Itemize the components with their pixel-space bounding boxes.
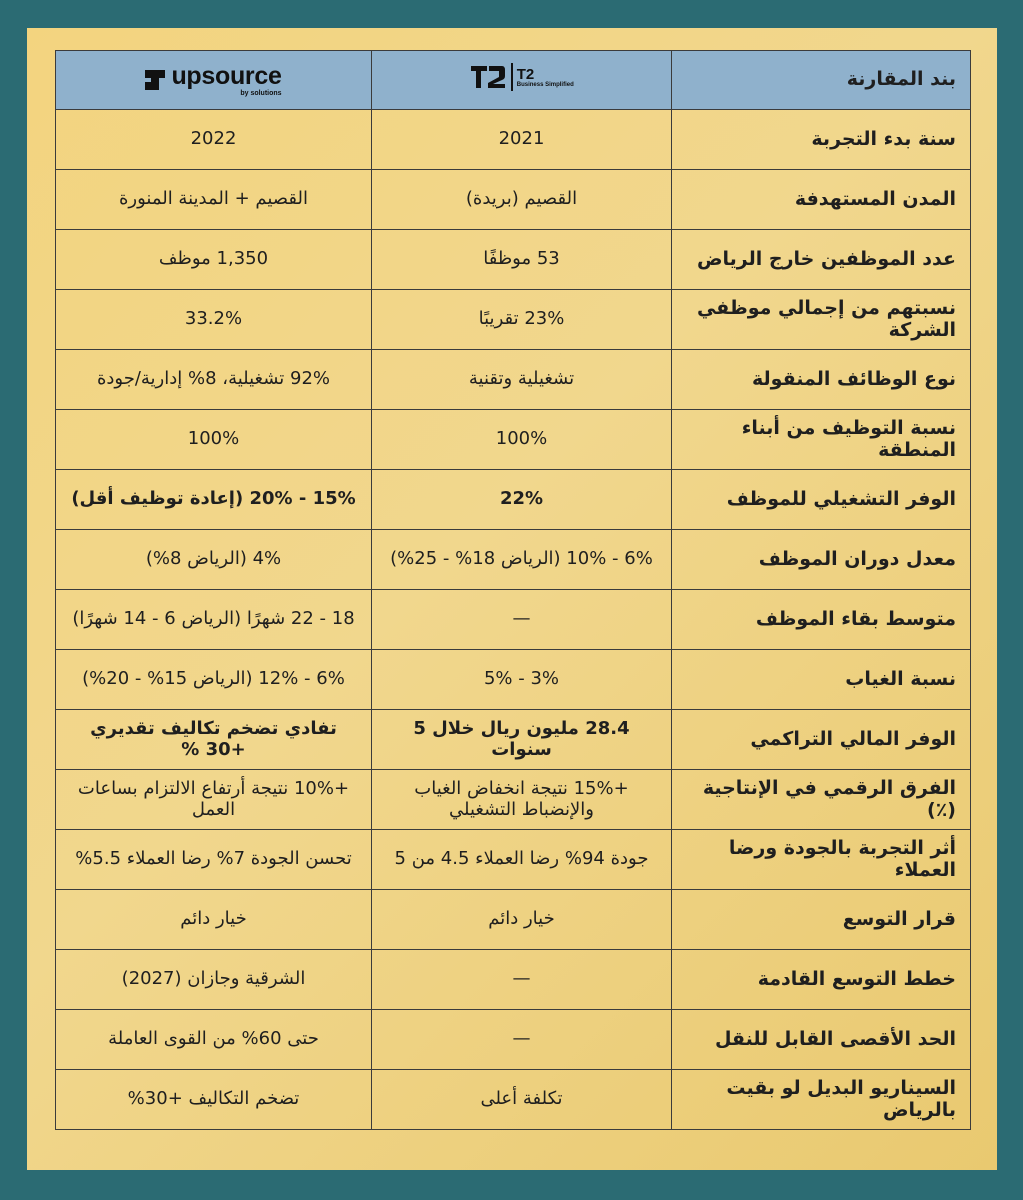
upsource-value: الشرقية وجازان (2027) [56,950,372,1010]
row-label: نسبة الغياب [672,650,971,710]
upsource-value: القصيم + المدينة المنورة [56,170,372,230]
upsource-value: 15% - 20% (إعادة توظيف أقل) [56,470,372,530]
t2-value: تكلفة أعلى [372,1070,672,1130]
t2-value: +15% نتيجة انخفاض الغياب والإنضباط التشغيلي [372,770,672,830]
t2-value: 23% تقريبًا [372,290,672,350]
header-label-cell: بند المقارنة [672,51,971,110]
upsource-logo [145,61,282,97]
row-label: خطط التوسع القادمة [672,950,971,1010]
row-label: معدل دوران الموظف [672,530,971,590]
table-header-row [56,51,971,110]
upsource-value: خيار دائم [56,890,372,950]
upsource-value: تحسن الجودة 7% رضا العملاء 5.5% [56,830,372,890]
upsource-value: 4% (الرياض 8%) [56,530,372,590]
upsource-value: +10% نتيجة أرتفاع الالتزام بساعات العمل [56,770,372,830]
upsource-value: 33.2% [56,290,372,350]
table-row [56,830,971,890]
t2-value: 28.4 مليون ريال خلال 5 سنوات [372,710,672,770]
row-label: الوفر التشغيلي للموظف [672,470,971,530]
row-label: الوفر المالي التراكمي [672,710,971,770]
row-label: متوسط بقاء الموظف [672,590,971,650]
t2-logo-text: T2 [516,65,535,83]
upsource-value: 92% تشغيلية، 8% إدارية/جودة [56,350,372,410]
t2-value: 22% [372,470,672,530]
upsource-logo-text: upsource [171,61,282,90]
table-row [56,470,971,530]
upsource-value: 2022 [56,110,372,170]
row-label: نوع الوظائف المنقولة [672,350,971,410]
upsource-value: تفادي تضخم تكاليف تقديري +30 % [56,710,372,770]
t2-logo-divider [511,63,513,91]
table-row [56,590,971,650]
t2-value: 6% - 10% (الرياض 18% - 25%) [372,530,672,590]
upsource-logo-sub: by solutions [240,89,282,97]
row-label: نسبة التوظيف من أبناء المنطقة [672,410,971,470]
header-t2-cell [372,51,672,110]
t2-logo-mark-icon [469,63,507,91]
comparison-table [55,50,971,1130]
upsource-value: 1,350 موظف [56,230,372,290]
row-label: نسبتهم من إجمالي موظفي الشركة [672,290,971,350]
t2-value: — [372,950,672,1010]
t2-value: خيار دائم [372,890,672,950]
table-row [56,1070,971,1130]
row-label: أثر التجربة بالجودة ورضا العملاء [672,830,971,890]
table-row [56,710,971,770]
table-row [56,530,971,590]
table-row [56,1010,971,1070]
table-row [56,410,971,470]
t2-value: القصيم (بريدة) [372,170,672,230]
t2-value: — [372,1010,672,1070]
row-label: الحد الأقصى القابل للنقل [672,1010,971,1070]
t2-value: 53 موظفًا [372,230,672,290]
row-label: السيناريو البديل لو بقيت بالرياض [672,1070,971,1130]
t2-value: — [372,590,672,650]
table-row [56,950,971,1010]
t2-logo [469,63,574,91]
table-row [56,770,971,830]
table-row [56,650,971,710]
t2-value: 100% [372,410,672,470]
t2-logo-tagline: Business Simplified [516,81,574,88]
t2-value: تشغيلية وتقنية [372,350,672,410]
t2-value: 2021 [372,110,672,170]
t2-value: 3% - 5% [372,650,672,710]
table-row [56,350,971,410]
upsource-value: 18 - 22 شهرًا (الرياض 6 - 14 شهرًا) [56,590,372,650]
upsource-logo-mark-icon [145,70,165,90]
row-label: سنة بدء التجربة [672,110,971,170]
upsource-value: حتى 60% من القوى العاملة [56,1010,372,1070]
table-row [56,230,971,290]
row-label: عدد الموظفين خارج الرياض [672,230,971,290]
table-row [56,290,971,350]
upsource-value: تضخم التكاليف +30% [56,1070,372,1130]
table-row [56,170,971,230]
upsource-value: 6% - 12% (الرياض 15% - 20%) [56,650,372,710]
header-upsource-cell [56,51,372,110]
table-row [56,890,971,950]
row-label: قرار التوسع [672,890,971,950]
row-label: الفرق الرقمي في الإنتاجية (٪) [672,770,971,830]
table-row [56,110,971,170]
t2-value: جودة 94% رضا العملاء 4.5 من 5 [372,830,672,890]
upsource-value: 100% [56,410,372,470]
row-label: المدن المستهدفة [672,170,971,230]
